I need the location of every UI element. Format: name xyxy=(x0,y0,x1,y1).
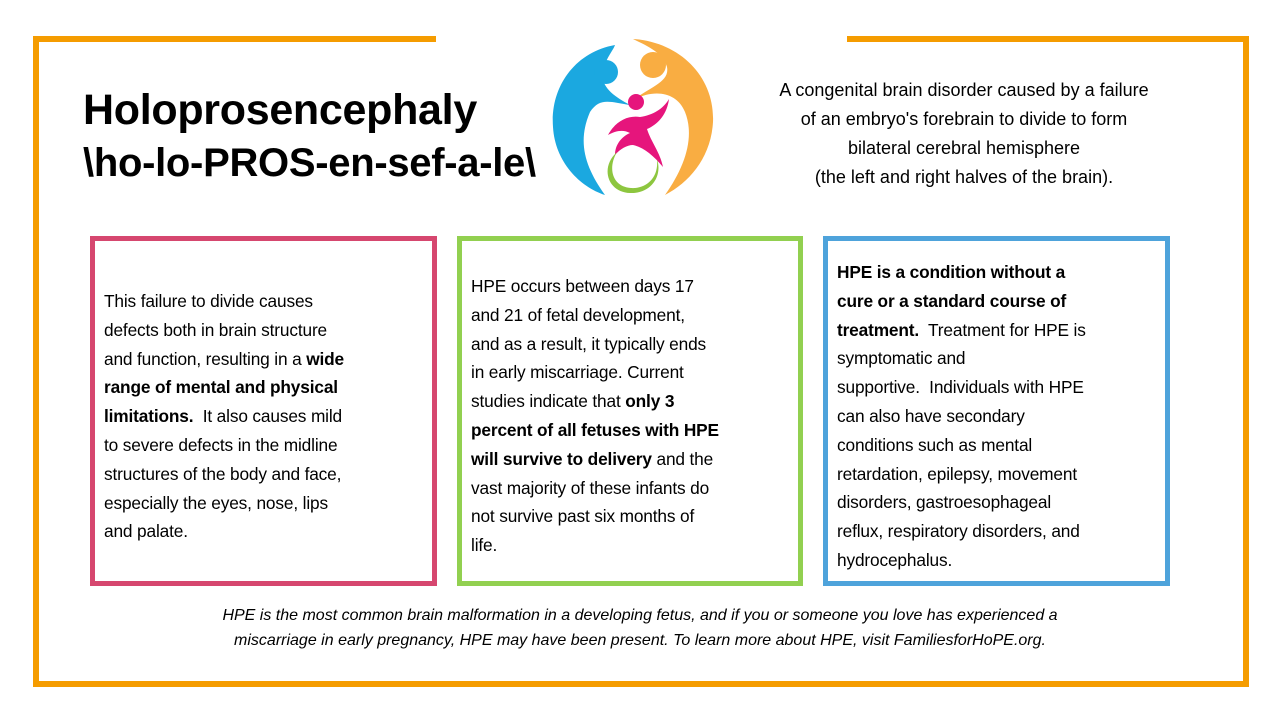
text: It also causes mild xyxy=(193,406,343,427)
bold-text: only 3 xyxy=(625,391,675,412)
text: and as a result, it typically ends xyxy=(471,333,707,354)
box-text-line xyxy=(471,330,719,359)
definition-line: of an embryo's forebrain to divide to form xyxy=(800,109,1128,129)
box-text-line xyxy=(837,344,1086,373)
frame-right xyxy=(1243,36,1249,687)
green-wheel xyxy=(608,152,659,193)
text: retardation, epilepsy, movement xyxy=(837,463,1077,484)
box-text-line xyxy=(471,416,719,445)
text: can also have secondary xyxy=(837,405,1025,426)
text: symptomatic and xyxy=(837,348,966,369)
text: and palate. xyxy=(104,521,188,542)
box-text-line xyxy=(471,358,719,387)
text: hydrocephalus. xyxy=(837,549,953,570)
people-in-circle-logo xyxy=(545,27,720,199)
info-box-brain-defects xyxy=(90,236,437,586)
pink-head xyxy=(628,94,644,110)
box-text-line xyxy=(104,489,344,518)
box-text xyxy=(837,258,1086,575)
orange-head xyxy=(640,52,666,78)
box-text-line xyxy=(837,258,1086,287)
box-text-line xyxy=(471,502,719,531)
text: Treatment for HPE is xyxy=(919,319,1086,340)
text: reflux, respiratory disorders, and xyxy=(837,521,1080,542)
box-text-line xyxy=(104,460,344,489)
bold-text: percent of all fetuses with HPE xyxy=(471,419,719,440)
info-box-treatment xyxy=(823,236,1170,586)
frame-bottom xyxy=(33,681,1249,687)
footer-line: miscarriage in early pregnancy, HPE may have been present. To learn more about HPE, visit FamiliesforHoPE.org. xyxy=(234,632,1046,649)
bold-text: range of mental and physical xyxy=(104,377,338,398)
text: disorders, gastroesophageal xyxy=(837,492,1052,513)
blue-figure xyxy=(553,45,630,195)
box-text-line xyxy=(104,316,344,345)
box-text-line xyxy=(837,373,1086,402)
box-text-line xyxy=(104,345,344,374)
bold-text: limitations. xyxy=(104,406,194,427)
definition-line: A congenital brain disorder caused by a failure xyxy=(779,80,1149,100)
info-box-fetal-development xyxy=(457,236,803,586)
text: defects both in brain structure xyxy=(104,319,328,340)
box-text-line xyxy=(471,387,719,416)
box-text-line xyxy=(104,431,344,460)
box-text xyxy=(471,272,719,560)
box-text-line xyxy=(471,272,719,301)
text: vast majority of these infants do xyxy=(471,477,710,498)
box-text-line xyxy=(837,316,1086,345)
bold-text: HPE is a condition without a xyxy=(837,262,1066,282)
definition-line: (the left and right halves of the brain). xyxy=(814,167,1114,187)
box-text-line xyxy=(104,287,344,316)
text: and function, resulting in a xyxy=(104,348,307,369)
bold-text: will survive to delivery xyxy=(471,448,652,469)
footer-line: HPE is the most common brain malformation in a developing fetus, and if you or someone you love has experienced a xyxy=(222,607,1058,624)
bold-text: wide xyxy=(306,348,345,369)
text: supportive. Individuals with HPE xyxy=(837,377,1084,398)
bold-text: cure or a standard course of xyxy=(837,290,1067,311)
text: not survive past six months of xyxy=(471,506,695,527)
text: in early miscarriage. Current xyxy=(471,362,684,383)
box-text-line xyxy=(471,474,719,503)
text: conditions such as mental xyxy=(837,434,1033,455)
text: especially the eyes, nose, lips xyxy=(104,492,328,513)
definition-text xyxy=(720,76,1208,192)
text: to severe defects in the midline xyxy=(104,434,338,455)
box-text-line xyxy=(837,488,1086,517)
text: HPE occurs between days 17 xyxy=(471,276,694,296)
frame-top-left xyxy=(33,36,436,42)
definition-line: bilateral cerebral hemisphere xyxy=(847,138,1081,158)
frame-left xyxy=(33,36,39,687)
frame-top-right xyxy=(847,36,1249,42)
blue-head xyxy=(594,60,618,84)
box-text-line xyxy=(837,517,1086,546)
box-text-line xyxy=(471,445,719,474)
box-text-line xyxy=(104,402,344,431)
text: studies indicate that xyxy=(471,391,626,412)
text: and the xyxy=(651,448,714,469)
box-text-line xyxy=(104,517,344,546)
text: This failure to divide causes xyxy=(104,291,313,311)
page-title: Holoprosencephaly xyxy=(83,86,477,134)
footer-note xyxy=(60,603,1220,653)
text: structures of the body and face, xyxy=(104,463,342,484)
pronunciation: \ho-lo-PROS-en-sef-a-le\ xyxy=(83,141,536,185)
box-text-line xyxy=(471,531,719,560)
box-text-line xyxy=(837,431,1086,460)
box-text-line xyxy=(837,402,1086,431)
box-text-line xyxy=(837,287,1086,316)
box-text xyxy=(104,287,344,546)
box-text-line xyxy=(104,373,344,402)
text: life. xyxy=(471,535,498,556)
bold-text: treatment. xyxy=(837,319,920,340)
box-text-line xyxy=(837,460,1086,489)
box-text-line xyxy=(471,301,719,330)
text: and 21 of fetal development, xyxy=(471,304,685,325)
box-text-line xyxy=(837,546,1086,575)
